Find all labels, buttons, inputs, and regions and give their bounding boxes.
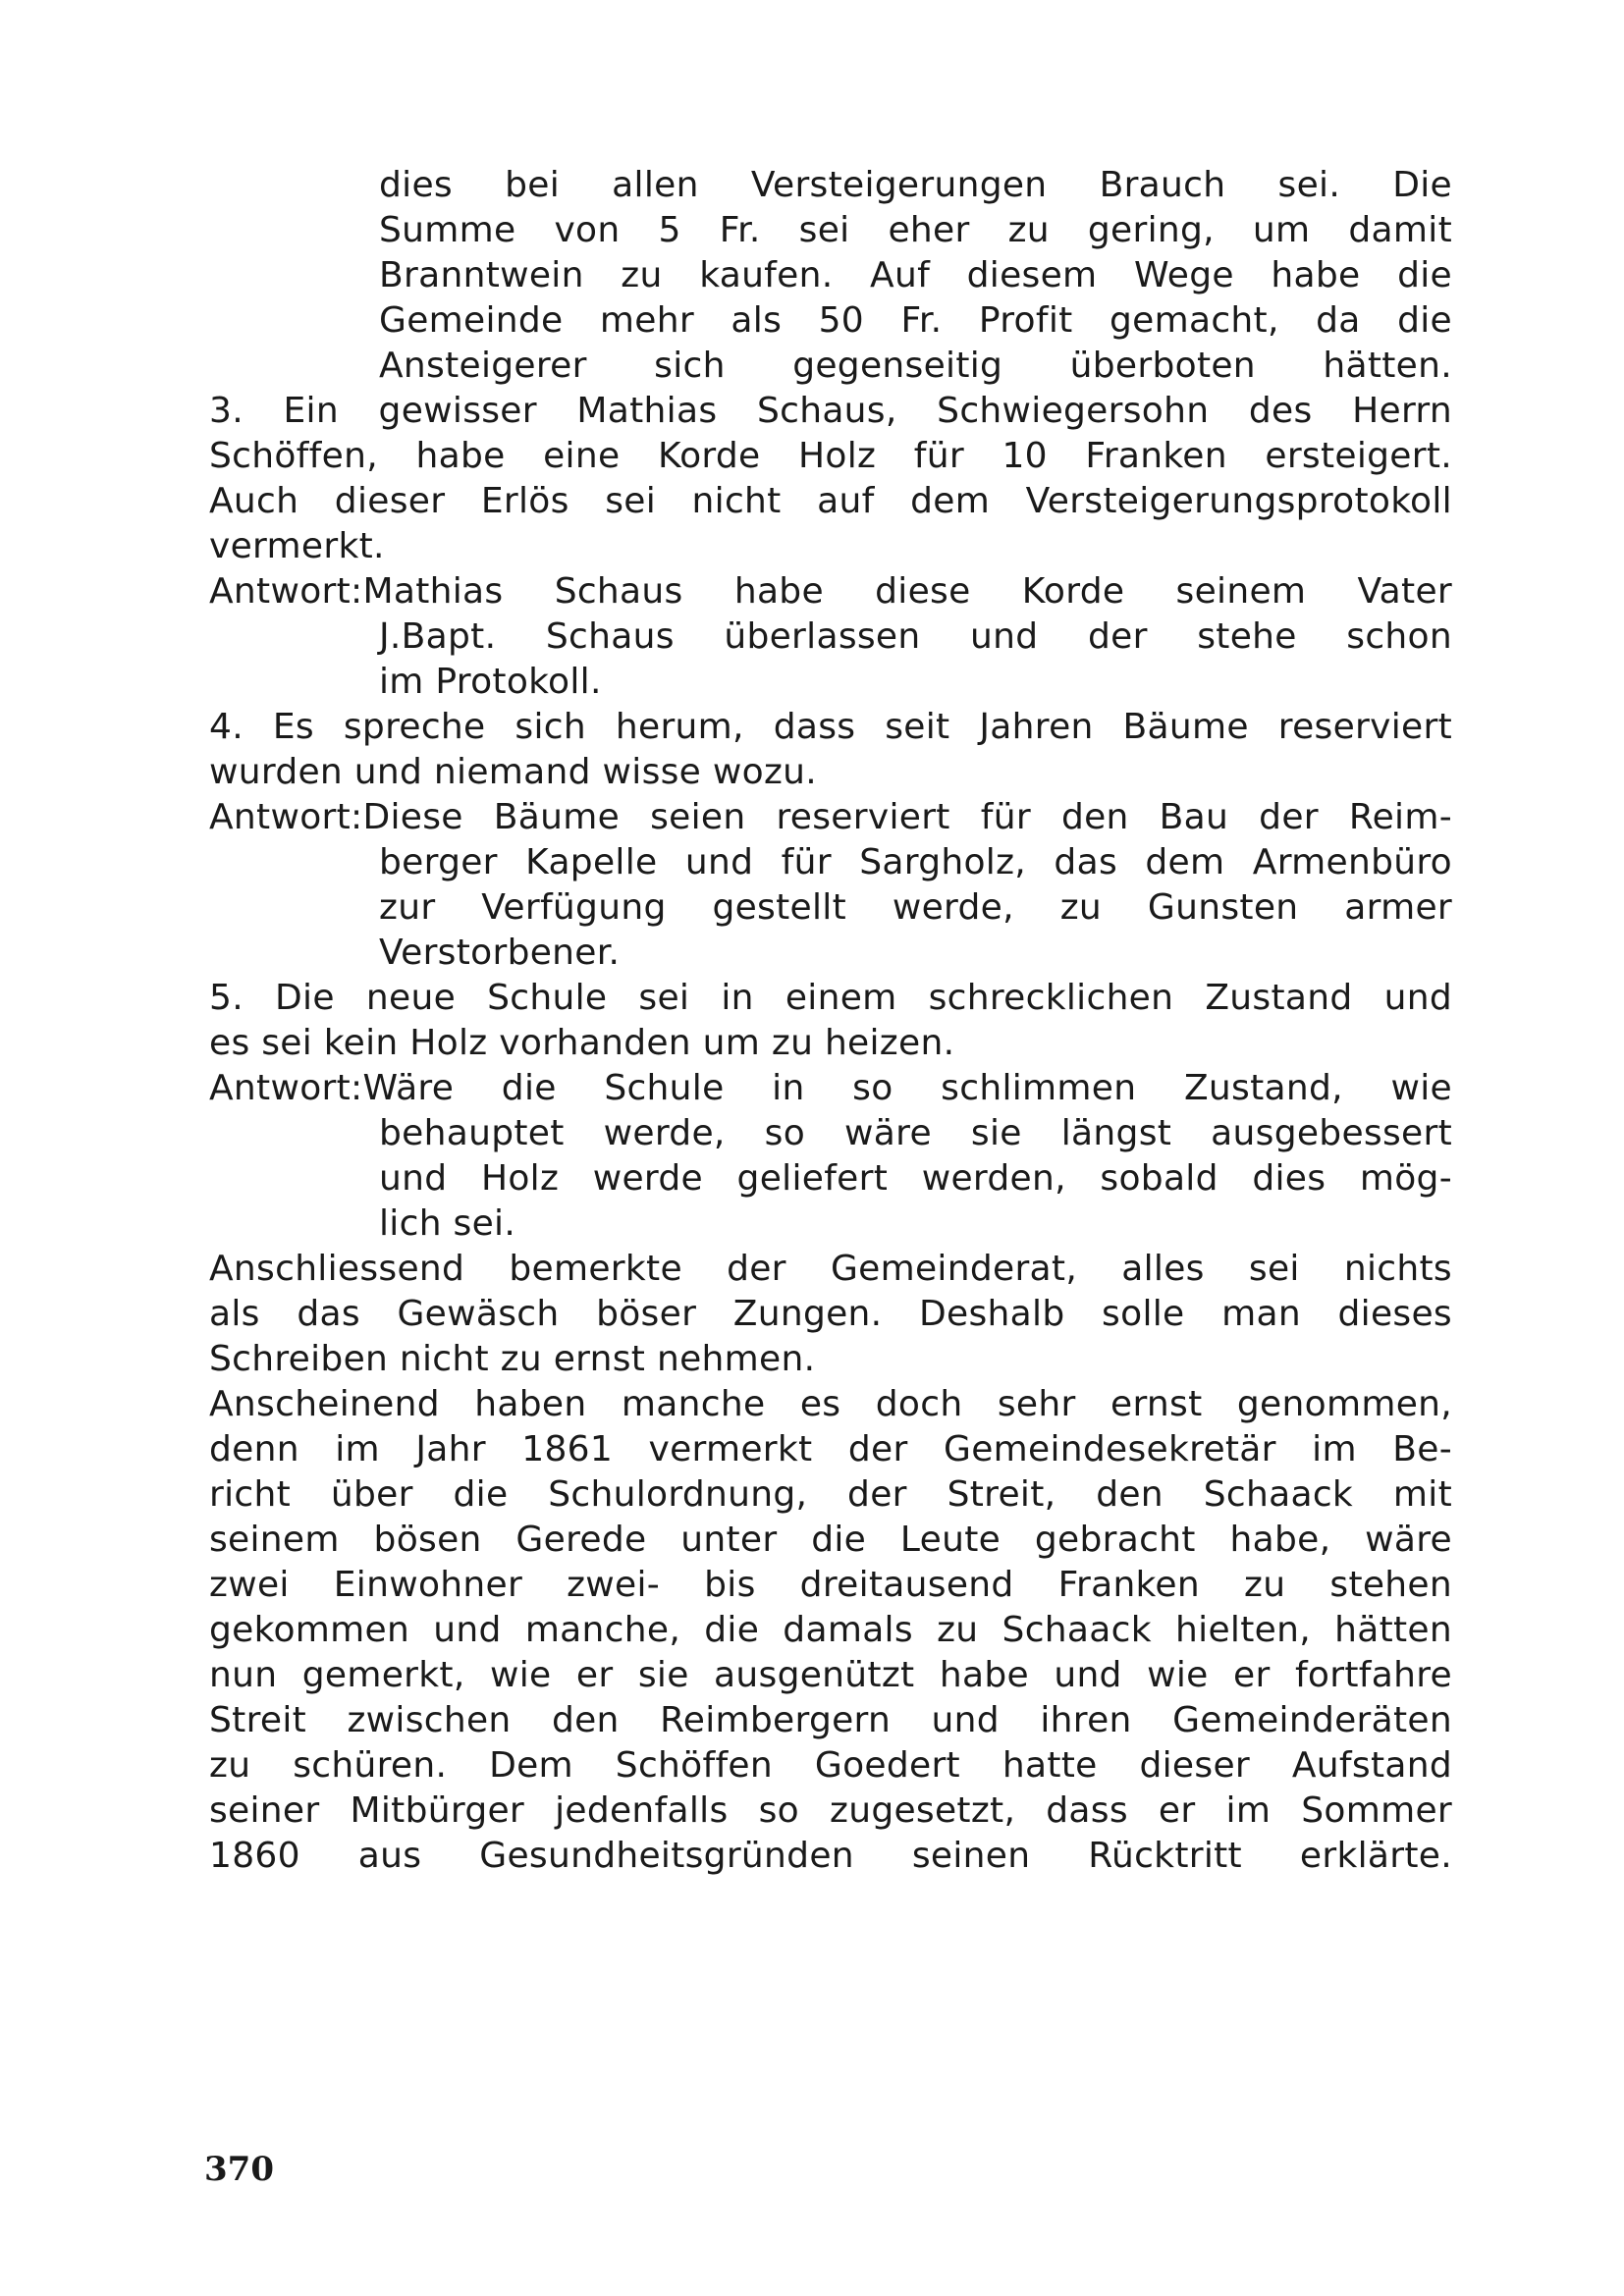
text-line: behauptet werde, so wäre sie längst ausgebessert — [379, 1113, 1452, 1153]
text-line: es sei kein Holz vorhanden um zu heizen. — [209, 1023, 955, 1063]
text-line: Schreiben nicht zu ernst nehmen. — [209, 1339, 816, 1379]
text-line: Ansteigerer sich gegenseitig überboten hätten. — [379, 346, 1452, 386]
text-line: im Protokoll. — [379, 662, 602, 702]
text-line: zur Verfügung gestellt werde, zu Gunsten armer — [379, 887, 1452, 928]
text-line: und Holz werde geliefert werden, sobald dies mög- — [379, 1158, 1452, 1199]
text-line: 3. Ein gewisser Mathias Schaus, Schwiegersohn des Herrn — [209, 391, 1452, 431]
text-line: denn im Jahr 1861 vermerkt der Gemeindesekretär im Be- — [209, 1429, 1452, 1469]
text-line: richt über die Schulordnung, der Streit, den Schaack mit — [209, 1474, 1452, 1515]
text-line: berger Kapelle und für Sargholz, das dem Armenbüro — [379, 842, 1452, 882]
text-line: Streit zwischen den Reimbergern und ihren Gemeinderäten — [209, 1700, 1452, 1740]
text-line: seiner Mitbürger jedenfalls so zugesetzt, dass er im Sommer — [209, 1790, 1452, 1831]
text-line: J.Bapt. Schaus überlassen und der stehe schon — [379, 616, 1452, 657]
text-line: 1860 aus Gesundheitsgründen seinen Rücktritt erklärte. — [209, 1836, 1452, 1876]
text-line: gekommen und manche, die damals zu Schaack hielten, hätten — [209, 1610, 1452, 1650]
text-line: nun gemerkt, wie er sie ausgenützt habe und wie er fortfahre — [209, 1655, 1452, 1695]
text-line: Antwort:Wäre die Schule in so schlimmen Zustand, wie — [209, 1068, 1452, 1108]
text-line: 5. Die neue Schule sei in einem schrecklichen Zustand und — [209, 978, 1452, 1018]
text-line: Anschliessend bemerkte der Gemeinderat, alles sei nichts — [209, 1249, 1452, 1289]
text-line: Antwort:Mathias Schaus habe diese Korde seinem Vater — [209, 571, 1452, 612]
text-line: 4. Es spreche sich herum, dass seit Jahren Bäume reserviert — [209, 707, 1452, 747]
text-line: zwei Einwohner zwei- bis dreitausend Franken zu stehen — [209, 1565, 1452, 1605]
page-number: 370 — [204, 2150, 274, 2189]
text-line: Antwort:Diese Bäume seien reserviert für den Bau der Reim- — [209, 797, 1452, 837]
text-line: Summe von 5 Fr. sei eher zu gering, um damit — [379, 210, 1452, 250]
text-line: lich sei. — [379, 1203, 516, 1244]
text-line: wurden und niemand wisse wozu. — [209, 752, 817, 792]
text-line: Gemeinde mehr als 50 Fr. Profit gemacht, da die — [379, 300, 1452, 341]
text-line: dies bei allen Versteigerungen Brauch sei. Die — [379, 165, 1452, 205]
text-line: zu schüren. Dem Schöffen Goedert hatte dieser Aufstand — [209, 1745, 1452, 1786]
text-line: Schöffen, habe eine Korde Holz für 10 Franken ersteigert. — [209, 436, 1452, 476]
text-line: Verstorbener. — [379, 933, 621, 973]
text-line: seinem bösen Gerede unter die Leute gebracht habe, wäre — [209, 1520, 1452, 1560]
text-line: Anscheinend haben manche es doch sehr ernst genommen, — [209, 1384, 1452, 1424]
text-line: als das Gewäsch böser Zungen. Deshalb solle man dieses — [209, 1294, 1452, 1334]
text-line: Auch dieser Erlös sei nicht auf dem Versteigerungsprotokoll — [209, 481, 1452, 521]
text-line: vermerkt. — [209, 526, 385, 566]
text-line: Branntwein zu kaufen. Auf diesem Wege habe die — [379, 255, 1452, 295]
